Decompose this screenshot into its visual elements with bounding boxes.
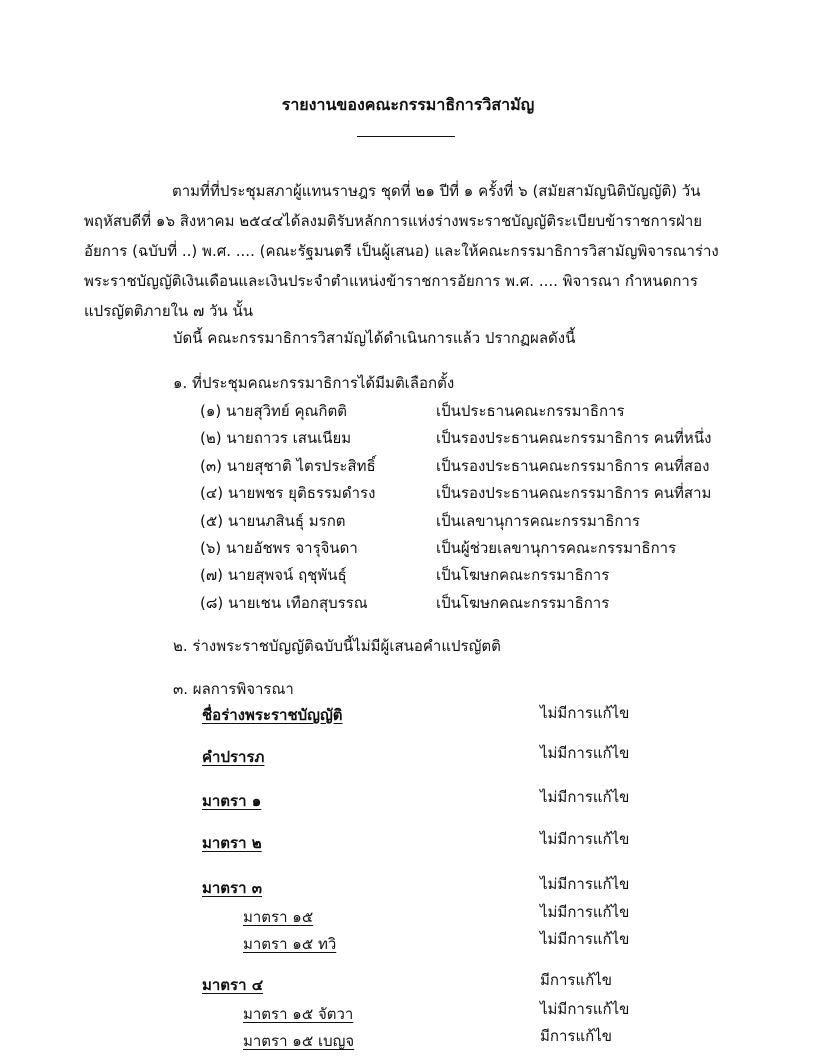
subsection-item-status: ไม่มีการแก้ไข	[540, 930, 630, 948]
section-item-status: ไม่มีการแก้ไข	[540, 704, 630, 722]
subsection-item-label: มาตรา ๑๕	[243, 908, 314, 926]
section-item-label: มาตรา ๒	[202, 834, 262, 852]
intro-paragraph	[84, 176, 724, 326]
section-item-status: มีการแก้ไข	[540, 971, 612, 989]
section2-heading: ๒. ร่างพระราชบัญญัติฉบับนี้ไม่มีผู้เสนอคำแปรญัตติ	[173, 637, 501, 655]
subsection-item-status: มีการแก้ไข	[540, 1027, 612, 1045]
member-role: เป็นโฆษกคณะกรรมาธิการ	[436, 594, 610, 612]
section-item-label: มาตรา ๓	[202, 879, 263, 897]
subsection-item-label: มาตรา ๑๕ ทวิ	[243, 935, 337, 953]
section-item-status: ไม่มีการแก้ไข	[540, 788, 630, 806]
member-name: (๒) นายถาวร เสนเนียม	[200, 429, 352, 447]
intro-text: ตามที่ที่ประชุมสภาผู้แทนราษฎร ชุดที่ ๒๑ ปีที่ ๑ ครั้งที่ ๖ (สมัยสามัญนิติบัญญัติ) วันพฤหัสบดีที่ ๑๖ สิงหาคม ๒๕๔๔ได้ลงมติรับหลักการแห่งร่างพระราชบัญญัติระเบียบข้าราชการฝ่ายอัยการ (ฉบับที่ ..) พ.ศ. .... (คณะรัฐมนตรี เป็นผู้เสนอ) และให้คณะกรรมาธิการวิสามัญพิจารณาร่างพระราชบัญญัติเงินเดือนและเงินประจำตำแหน่งข้าราชการอัยการ พ.ศ. .... พิจารณา กำหนดการแปรญัตติภายใน ๗ วัน นั้น	[84, 182, 719, 320]
member-name: (๖) นายอัชพร จารุจินดา	[200, 539, 358, 557]
member-name: (๘) นายเชน เทือกสุบรรณ	[200, 594, 368, 612]
subsection-item-status: ไม่มีการแก้ไข	[540, 1000, 630, 1018]
section3-heading: ๓. ผลการพิจารณา	[173, 680, 294, 698]
section-item-status: ไม่มีการแก้ไข	[540, 830, 630, 848]
member-name: (๗) นายสุพจน์ ฤชุพันธุ์	[200, 566, 347, 584]
section-item-label: มาตรา ๑	[202, 792, 262, 810]
report-title: รายงานของคณะกรรมาธิการวิสามัญ	[281, 95, 535, 114]
member-role: เป็นรองประธานคณะกรรมาธิการ คนที่หนึ่ง	[436, 429, 712, 447]
section-item-status: ไม่มีการแก้ไข	[540, 875, 630, 893]
section1-heading: ๑. ที่ประชุมคณะกรรมาธิการได้มีมติเลือกตั้ง	[173, 374, 455, 392]
member-name: (๓) นายสุชาติ ไตรประสิทธิ์	[200, 457, 376, 475]
member-role: เป็นรองประธานคณะกรรมาธิการ คนที่สาม	[436, 484, 712, 502]
result-statement: บัดนี้ คณะกรรมาธิการวิสามัญได้ดำเนินการแล้ว ปรากฏผลดังนี้	[173, 329, 576, 347]
section-item-status: ไม่มีการแก้ไข	[540, 744, 630, 762]
section-item-label: ชื่อร่างพระราชบัญญัติ	[202, 706, 343, 724]
subsection-item-status: ไม่มีการแก้ไข	[540, 903, 630, 921]
member-name: (๕) นายนภสินธุ์ มรกต	[200, 512, 346, 530]
section-item-label: มาตรา ๔	[202, 976, 264, 994]
member-name: (๔) นายพชร ยุติธรรมดำรง	[200, 484, 376, 502]
subsection-item-label: มาตรา ๑๕ เบญจ	[243, 1032, 355, 1050]
member-role: เป็นรองประธานคณะกรรมาธิการ คนที่สอง	[436, 457, 710, 475]
member-role: เป็นผู้ช่วยเลขานุการคณะกรรมาธิการ	[436, 539, 677, 557]
member-name: (๑) นายสุวิทย์ คุณกิตติ	[200, 402, 347, 420]
member-role: เป็นเลขานุการคณะกรรมาธิการ	[436, 512, 640, 530]
section-item-label: คำปรารภ	[202, 748, 265, 766]
member-role: เป็นประธานคณะกรรมาธิการ	[436, 402, 625, 420]
member-role: เป็นโฆษกคณะกรรมาธิการ	[436, 566, 610, 584]
subsection-item-label: มาตรา ๑๕ จัตวา	[243, 1005, 354, 1023]
title-divider	[357, 136, 455, 137]
